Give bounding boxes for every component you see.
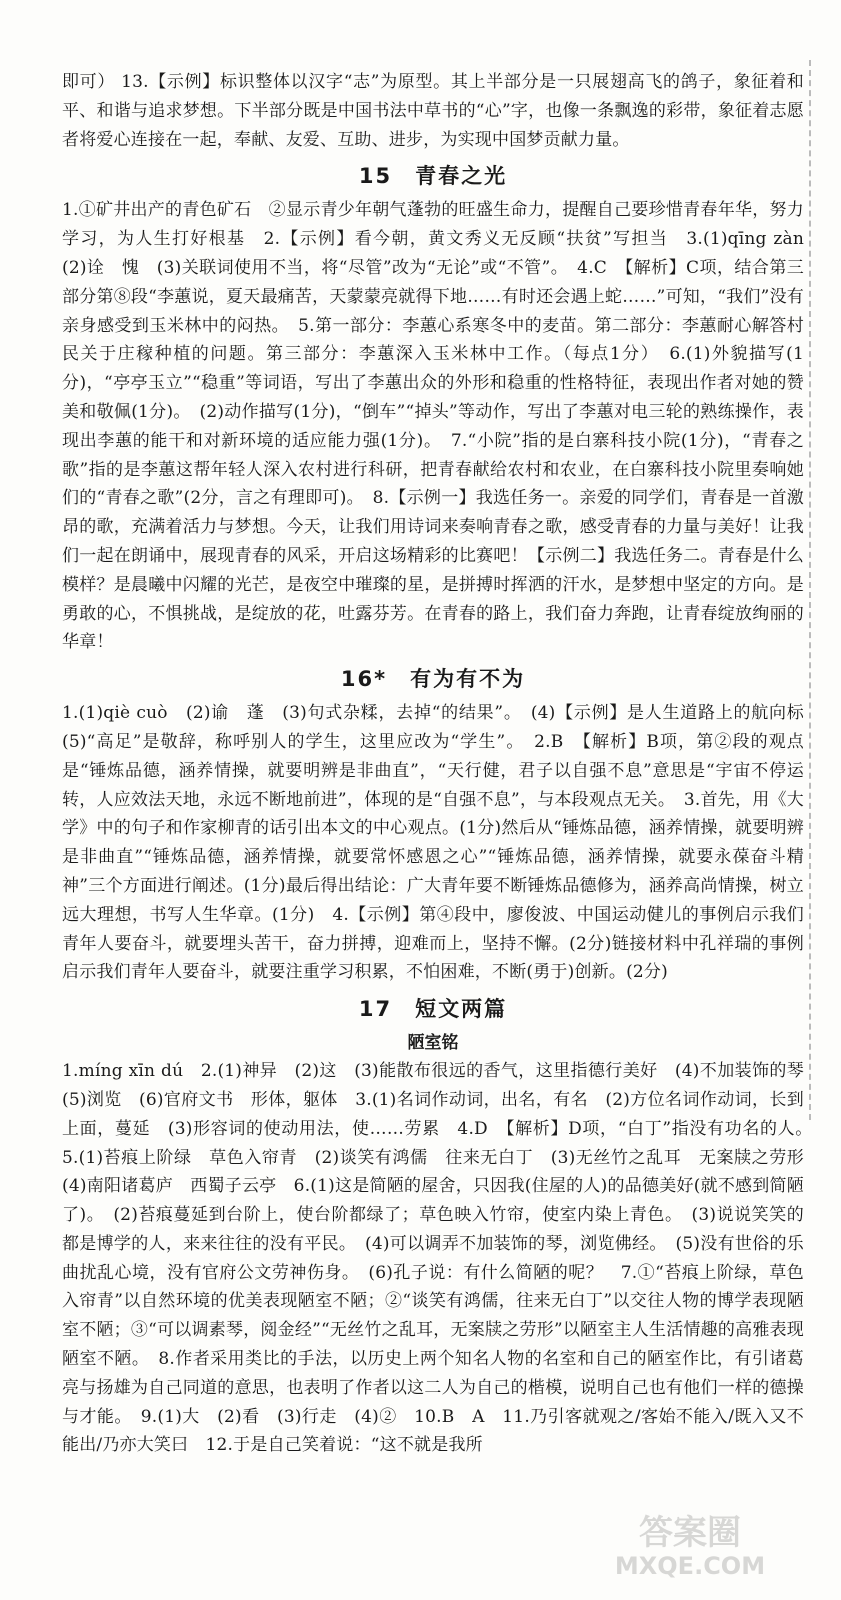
intro-paragraph: 即可） 13.【示例】标识整体以汉字“志”为原型。其上半部分是一只展翅高飞的鸽子，象征着和平、和谐与追求梦想。下半部分既是中国书法中草书的“心”字，也像一条飘逸的彩带，象征着志愿者将爱心连接在一起，奉献、友爱、互助、进步，为实现中国梦贡献力量。 xyxy=(62,72,804,150)
section-body-17: 1.míng xīn dú 2.(1)神异 (2)这 (3)能散布很远的香气，这里指德行美好 (4)不加装饰的琴 (5)浏览 (6)官府文书 形体，躯体 3.(1)名词作动词，出名，有名 (2)方位名词作动词，长到上面，蔓延 (3)形容词的使动用法，使……劳累 4.D 【解析】D项，“白丁”指没有功名的人。 5.(1)苔痕上阶绿 草色入帘青 (2)谈笑有鸿儒 往来无白丁 (3)无丝竹之乱耳 无案牍之劳形 (4)南阳诸葛庐 西蜀子云亭 6.(1)这是简陋的屋舍，只因我(住屋的人)的品德美好(就不感到简陋了)。 (2)苔痕蔓延到台阶上，使台阶都绿了；草色映入竹帘，使室内染上青色。 (3)说说笑笑的都是博学的人，来来往往的没有平民。 (4)可以调弄不加装饰的琴，浏览佛经。 (5)没有世俗的乐曲扰乱心境，没有官府公文劳神伤身。 (6)孔子说：有什么简陋的呢？ 7.①“苔痕上阶绿，草色入帘青”以自然环境的优美表现陋室不陋；②“谈笑有鸿儒，往来无白丁”以交往人物的博学表现陋室不陋；③“可以调素琴，阅金经”“无丝竹之乱耳，无案牍之劳形”以陋室主人生活情趣的高雅表现陋室不陋。 8.作者采用类比的手法，以历史上两个知名人物的名室和自己的陋室作比，有引诸葛亮与扬雄为自己同道的意思，也表明了作者以这二人为自己的楷模，说明自己也有他们一样的德操与才能。 9.(1)大 (2)看 (3)行走 (4)② 10.B A 11.乃引客就观之/客始不能入/既入又不能出/乃亦大笑曰 12.于是自己笑着说：“这不就是我所 xyxy=(62,1061,822,1456)
watermark-logo xyxy=(575,1508,805,1582)
section-title-17: 17 短文两篇 xyxy=(358,997,508,1022)
section-subtitle-loushiming: 陋室铭 xyxy=(407,1033,459,1054)
margin-dashed-line xyxy=(809,60,811,1120)
watermark-text: 答案圈 xyxy=(639,1513,741,1553)
section-body-15: 1.①矿井出产的青色矿石 ②显示青少年朝气蓬勃的旺盛生命力，提醒自己要珍惜青春年华，努力学习，为人生打好根基 2.【示例】看今朝，黄文秀义无反顾“扶贫”写担当 3.(1)qīng zàn (2)诠 愧 (3)关联词使用不当，将“尽管”改为“无论”或“不管”。 4.C 【解析】C项，结合第三部分第⑧段“李蕙说，夏天最痛苦，天蒙蒙亮就得下地……有时还会遇上蛇……”可知，“我们”没有亲身感受到玉米林中的闷热。 5.第一部分：李蕙心系寒冬中的麦苗。第二部分：李蕙耐心解答村民关于庄稼种植的问题。第三部分：李蕙深入玉米林中工作。（每点1分） 6.(1)外貌描写(1分)，“亭亭玉立”“稳重”等词语，写出了李蕙出众的外形和稳重的性格特征，表现出作者对她的赞美和敬佩(1分)。 (2)动作描写(1分)，“倒车”“掉头”等动作，写出了李蕙对电三轮的熟练操作，表现出李蕙的能干和对新环境的适应能力强(1分)。 7.“小院”指的是白寨科技小院(1分)，“青春之歌”指的是李蕙这帮年轻人深入农村进行科研，把青春献给农村和农业，在白寨科技小院里奏响她们的“青春之歌”(2分，言之有理即可)。 8.【示例一】我选任务一。亲爱的同学们，青春是一首激昂的歌，充满着活力与梦想。今天，让我们用诗词来奏响青春之歌，感受青春的力量与美好！让我们一起在朗诵中，展现青春的风采，开启这场精彩的比赛吧！【示例二】我选任务二。青春是什么模样？是晨曦中闪耀的光芒，是夜空中璀璨的星，是拼搏时挥洒的汗水，是梦想中坚定的方向。是勇敢的心，不惧挑战，是绽放的花，吐露芬芳。在青春的路上，我们奋力奔跑，让青春绽放绚丽的华章！ xyxy=(62,200,822,653)
section-title-15: 15 青春之光 xyxy=(358,164,508,189)
answer-content xyxy=(62,68,822,1460)
watermark-url: MXQE.COM xyxy=(614,1552,766,1580)
section-body-16: 1.(1)qiè cuò (2)谕 蓬 (3)句式杂糅，去掉“的结果”。 (4)【示例】是人生道路上的航向标 (5)“高足”是敬辞，称呼别人的学生，这里应改为“学生”。 2.B 【解析】B项，第②段的观点是“锤炼品德，涵养情操，就要明辨是非曲直”，“天行健，君子以自强不息”意思是“宇宙不停运转，人应效法天地，永远不断地前进”，体现的是“自强不息”，与本段观点无关。 3.首先，用《大学》中的句子和作家柳青的话引出本文的中心观点。(1分)然后从“锤炼品德，涵养情操，就要明辨是非曲直”“锤炼品德，涵养情操，就要常怀感恩之心”“锤炼品德，涵养情操，就要永葆奋斗精神”三个方面进行阐述。(1分)最后得出结论：广大青年要不断锤炼品德修为，涵养高尚情操，树立远大理想，书写人生华章。(1分) 4.【示例】第④段中，廖俊波、中国运动健儿的事例启示我们青年人要奋斗，就要埋头苦干，奋力拼搏，迎难而上，坚持不懈。(2分)链接材料中孔祥瑞的事例启示我们青年人要奋斗，就要注重学习积累，不怕困难，不断(勇于)创新。(2分) xyxy=(62,703,822,983)
section-title-16: 16* 有为有不为 xyxy=(340,667,526,692)
